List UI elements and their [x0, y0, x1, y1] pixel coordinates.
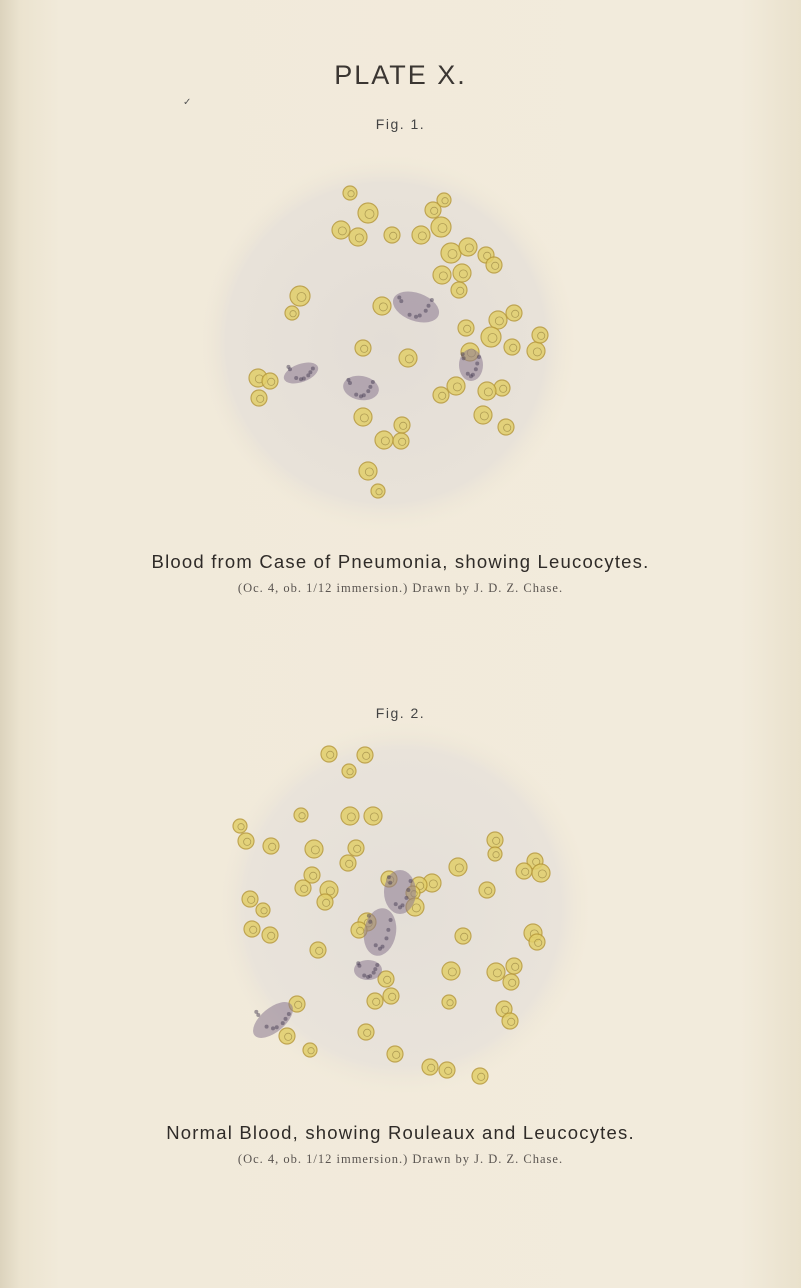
- red-blood-cell: [341, 807, 359, 825]
- red-blood-cell: [442, 962, 460, 980]
- red-blood-cell: [357, 747, 373, 763]
- red-blood-cell: [295, 880, 311, 896]
- red-blood-cell: [354, 408, 372, 426]
- red-blood-cell: [487, 963, 505, 981]
- red-blood-cell: [459, 238, 477, 256]
- leucocyte-granule: [348, 381, 352, 385]
- leucocyte-granule: [371, 380, 375, 384]
- leucocyte-granule: [368, 920, 372, 924]
- red-blood-cell: [343, 186, 357, 200]
- leucocyte-granule: [362, 974, 366, 978]
- red-blood-cell: [504, 339, 520, 355]
- leucocyte-granule: [394, 902, 398, 906]
- figure-2-caption: Normal Blood, showing Rouleaux and Leucocytes.: [166, 1122, 635, 1143]
- red-blood-cell: [384, 227, 400, 243]
- leucocyte-granule: [387, 875, 391, 879]
- leucocyte-granule: [380, 945, 384, 949]
- leucocyte-granule: [357, 964, 361, 968]
- red-blood-cell: [502, 1013, 518, 1029]
- figure-1-subcaption: (Oc. 4, ob. 1/12 immersion.) Drawn by J. D. Z. Chase.: [237, 581, 564, 595]
- red-blood-cell: [251, 390, 267, 406]
- red-blood-cell: [238, 833, 254, 849]
- red-blood-cell: [458, 320, 474, 336]
- leucocyte-granule: [427, 304, 431, 308]
- figure-1-micrograph: [196, 155, 576, 530]
- leucocyte-granule: [424, 309, 428, 313]
- red-blood-cell: [244, 921, 260, 937]
- red-blood-cell: [262, 373, 278, 389]
- red-blood-cell: [506, 305, 522, 321]
- red-blood-cell: [349, 228, 367, 246]
- red-blood-cell: [367, 993, 383, 1009]
- leucocyte-granule: [389, 918, 393, 922]
- red-blood-cell: [474, 406, 492, 424]
- leucocyte-granule: [461, 352, 465, 356]
- red-blood-cell: [285, 306, 299, 320]
- red-blood-cell: [453, 264, 471, 282]
- red-blood-cell: [479, 882, 495, 898]
- red-blood-cell: [358, 203, 378, 223]
- leucocyte-granule: [302, 376, 306, 380]
- leucocyte-granule: [406, 888, 410, 892]
- leucocyte-granule: [281, 1021, 285, 1025]
- leucocyte-granule: [368, 974, 372, 978]
- red-blood-cell: [487, 832, 503, 848]
- red-blood-cell: [437, 193, 451, 207]
- red-blood-cell: [256, 903, 270, 917]
- red-blood-cell: [364, 807, 382, 825]
- red-blood-cell: [488, 847, 502, 861]
- leucocyte-granule: [388, 881, 392, 885]
- red-blood-cell: [290, 286, 310, 306]
- red-blood-cell: [442, 995, 456, 1009]
- leucocyte-granule: [366, 389, 370, 393]
- leucocyte-granule: [367, 914, 371, 918]
- printed-mark: ✓: [183, 97, 192, 108]
- red-blood-cell: [399, 349, 417, 367]
- red-blood-cell: [486, 257, 502, 273]
- leucocyte-granule: [287, 1012, 291, 1016]
- leucocyte-granule: [375, 963, 379, 967]
- leucocyte-granule: [466, 372, 470, 376]
- red-blood-cell: [494, 380, 510, 396]
- red-blood-cell: [321, 746, 337, 762]
- figure-2-label: Fig. 2.: [375, 705, 426, 721]
- figure-2-micrograph: [218, 720, 588, 1095]
- red-blood-cell: [383, 988, 399, 1004]
- leucocyte-granule: [368, 385, 372, 389]
- leucocyte-granule: [372, 971, 376, 975]
- leucocyte-granule: [409, 879, 413, 883]
- red-blood-cell: [393, 433, 409, 449]
- red-blood-cell: [489, 311, 507, 329]
- red-blood-cell: [472, 1068, 488, 1084]
- red-blood-cell: [532, 864, 550, 882]
- red-blood-cell: [529, 934, 545, 950]
- leucocyte-granule: [265, 1025, 269, 1029]
- red-blood-cell: [310, 942, 326, 958]
- red-blood-cell: [532, 327, 548, 343]
- red-blood-cell: [375, 431, 393, 449]
- red-blood-cell: [431, 217, 451, 237]
- red-blood-cell: [412, 226, 430, 244]
- leucocyte-granule: [474, 367, 478, 371]
- red-blood-cell: [294, 808, 308, 822]
- red-blood-cell: [449, 858, 467, 876]
- red-blood-cell: [317, 894, 333, 910]
- red-blood-cell: [387, 1046, 403, 1062]
- leucocyte-granule: [397, 296, 401, 300]
- red-blood-cell: [373, 297, 391, 315]
- red-blood-cell: [422, 1059, 438, 1075]
- red-blood-cell: [441, 243, 461, 263]
- red-blood-cell: [433, 387, 449, 403]
- red-blood-cell: [371, 484, 385, 498]
- leucocyte-granule: [294, 376, 298, 380]
- leucocyte-granule: [399, 299, 403, 303]
- red-blood-cell: [305, 840, 323, 858]
- leucocyte-granule: [414, 315, 418, 319]
- leucocyte-granule: [374, 943, 378, 947]
- red-blood-cell: [451, 282, 467, 298]
- leucocyte-granule: [275, 1025, 279, 1029]
- red-blood-cell: [359, 462, 377, 480]
- red-blood-cell: [340, 855, 356, 871]
- red-blood-cell: [279, 1028, 295, 1044]
- leucocyte-granule: [408, 313, 412, 317]
- red-blood-cell: [262, 927, 278, 943]
- leucocyte-granule: [288, 367, 292, 371]
- plate-title: PLATE X.: [334, 60, 467, 90]
- leucocyte-granule: [271, 1026, 275, 1030]
- red-blood-cell: [506, 958, 522, 974]
- leucocyte-granule: [430, 298, 434, 302]
- red-blood-cell: [447, 377, 465, 395]
- leucocyte-granule: [404, 896, 408, 900]
- leucocyte-granule: [471, 373, 475, 377]
- leucocyte-granule: [477, 355, 481, 359]
- leucocyte-granule: [362, 393, 366, 397]
- red-blood-cell: [263, 838, 279, 854]
- figure-1-label: Fig. 1.: [375, 116, 426, 132]
- red-blood-cell: [503, 974, 519, 990]
- leucocyte-granule: [386, 928, 390, 932]
- red-blood-cell: [303, 1043, 317, 1057]
- red-blood-cell: [516, 863, 532, 879]
- red-blood-cell: [439, 1062, 455, 1078]
- leucocyte-granule: [311, 367, 315, 371]
- red-blood-cell: [433, 266, 451, 284]
- leucocyte-granule: [373, 967, 377, 971]
- red-blood-cell: [455, 928, 471, 944]
- figure-1-caption: Blood from Case of Pneumonia, showing Leucocytes.: [151, 551, 650, 572]
- red-blood-cell: [478, 382, 496, 400]
- leucocyte-granule: [284, 1017, 288, 1021]
- red-blood-cell: [394, 417, 410, 433]
- figure-2-subcaption: (Oc. 4, ob. 1/12 immersion.) Drawn by J. D. Z. Chase.: [237, 1152, 564, 1166]
- red-blood-cell: [498, 419, 514, 435]
- red-blood-cell: [481, 327, 501, 347]
- leucocyte-granule: [475, 362, 479, 366]
- leucocyte-granule: [354, 393, 358, 397]
- leucocyte-granule: [306, 373, 310, 377]
- red-blood-cell: [242, 891, 258, 907]
- red-blood-cell: [527, 342, 545, 360]
- leucocyte-granule: [256, 1013, 260, 1017]
- red-blood-cell: [355, 340, 371, 356]
- red-blood-cell: [233, 819, 247, 833]
- red-blood-cell: [332, 221, 350, 239]
- leucocyte-granule: [384, 936, 388, 940]
- leucocyte-granule: [418, 314, 422, 318]
- red-blood-cell: [342, 764, 356, 778]
- red-blood-cell: [358, 1024, 374, 1040]
- leucocyte-granule: [400, 903, 404, 907]
- leucocyte-granule: [462, 356, 466, 360]
- red-blood-cell: [348, 840, 364, 856]
